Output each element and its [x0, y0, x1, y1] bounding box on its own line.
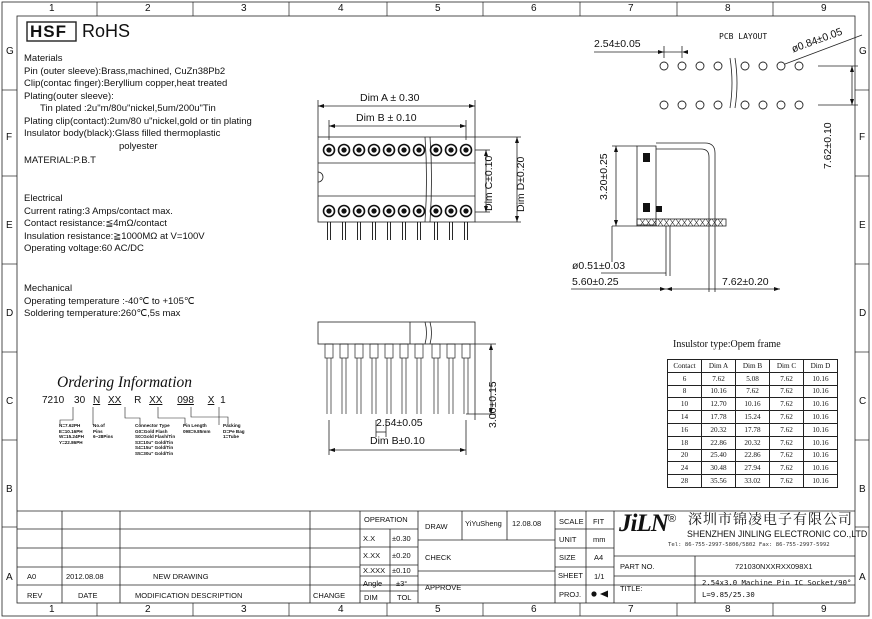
pcb-hole [741, 62, 749, 70]
ordering-title: Ordering Information [57, 374, 193, 391]
column-header: Dim A [702, 360, 736, 373]
table-cell: 35.56 [702, 475, 736, 488]
pin-sleeve [370, 344, 378, 358]
code-variant: 30 [74, 395, 86, 406]
table-cell: 10.16 [804, 462, 838, 475]
pcb-hole [696, 101, 704, 109]
code-r: R [134, 395, 142, 406]
table-cell: 15.24 [736, 411, 770, 424]
code-packing: X [207, 395, 215, 406]
pcb-hole [741, 101, 749, 109]
table-row [668, 385, 838, 398]
rohs-label: RoHS [82, 21, 131, 41]
grid-col-label: 3 [241, 3, 247, 14]
company-name-en: SHENZHEN JINLING ELECTRONIC CO.,LTD [687, 529, 868, 539]
pcb-row-label: 7.62±0.10 [822, 122, 834, 169]
materials-block [24, 53, 252, 168]
table-cell: 20.32 [736, 436, 770, 449]
table-cell: 10.16 [804, 385, 838, 398]
registered-icon: ® [668, 513, 677, 525]
table-cell: 18 [668, 436, 702, 449]
electrical-title: Electrical [24, 193, 63, 204]
tb-check: CHECK [425, 553, 452, 562]
tb-part-no: 721030NXXRXX098X1 [735, 562, 813, 571]
note-title: Connector Type [135, 423, 170, 428]
materials-line: Pin (outer sleeve):Brass,machined, CuZn38Pb2 [24, 65, 226, 77]
row-space-label: 7.62±0.20 [722, 276, 769, 288]
note-line: Pins [93, 428, 103, 434]
pin-diameter-label: ø0.51±0.03 [572, 260, 626, 272]
grid-row-label: G [6, 46, 14, 57]
rev-value: A0 [27, 572, 37, 581]
pin-socket-core [327, 209, 331, 213]
tb-draw-date: 12.08.08 [512, 519, 542, 528]
table-cell: 7.62 [770, 462, 804, 475]
tb-tol-key: X.X [363, 534, 376, 543]
grid-row-label: D [859, 308, 867, 319]
pin-socket-core [357, 148, 361, 152]
grid-row-label: G [859, 46, 867, 57]
table-cell: 20 [668, 449, 702, 462]
pcb-hole [660, 62, 668, 70]
table-cell: 10.16 [702, 385, 736, 398]
tb-drawer: YiYuSheng [465, 519, 502, 528]
tb-sheet-val: 1/1 [594, 572, 605, 581]
rev-description: NEW DRAWING [153, 572, 209, 581]
pcb-hole [714, 62, 722, 70]
footer-change: CHANGE [313, 591, 346, 600]
code-pin-length: 098 [177, 395, 194, 406]
hsf-logo: HSF [30, 22, 67, 41]
note-line: G0=Gold Flash [135, 428, 168, 434]
grid-col-label: 5 [435, 3, 441, 14]
grid-row-label: E [859, 220, 866, 231]
table-row [668, 449, 838, 462]
grid-row-label: B [6, 484, 13, 495]
footer-date: DATE [78, 591, 98, 600]
grid-col-label: 2 [145, 604, 151, 615]
pin-sleeve [447, 344, 455, 358]
height-label: 3.20±0.25 [598, 153, 610, 200]
note-line: W=15.24PH [59, 434, 84, 440]
table-cell: 17.78 [702, 411, 736, 424]
table-cell: 7.62 [770, 423, 804, 436]
grid-col-label: 3 [241, 604, 247, 615]
note-line: E=10.16PH [59, 428, 83, 434]
table-cell: 7.62 [770, 398, 804, 411]
note-title: Packing [223, 423, 241, 428]
note-line: S5=30u" Gold/Tin [135, 450, 174, 456]
table-cell: 22.86 [736, 449, 770, 462]
ordering-code [42, 395, 226, 406]
note-pins [93, 423, 113, 440]
table-cell: 10.16 [804, 372, 838, 385]
grid-row-label: C [859, 396, 867, 407]
table-cell: 30.48 [702, 462, 736, 475]
electrical-line: Operating voltage:60 AC/DC [24, 243, 144, 254]
tb-sheet: SHEET [558, 571, 584, 580]
pcb-pitch-label: 2.54±0.05 [594, 38, 641, 50]
note-line: S3=10u" Gold/Tin [135, 439, 174, 445]
tb-unit-val: mm [593, 535, 606, 544]
table-cell: 7.62 [770, 436, 804, 449]
pin-length-label: 3.00±0.15 [487, 381, 499, 428]
pin-socket-core [417, 209, 421, 213]
tb-title-label: TITLE: [620, 584, 643, 593]
table-cell: 10 [668, 398, 702, 411]
grid-col-label: 1 [49, 604, 55, 615]
pin-socket-core [449, 148, 453, 152]
company-logo: JiLN [619, 510, 668, 537]
tb-draw: DRAW [425, 522, 448, 531]
grid-col-label: 4 [338, 604, 344, 615]
note-line: S0=Gold Flash/Tin [135, 434, 176, 440]
pcb-hole-label: ø0.84±0.05 [790, 25, 844, 56]
pin-socket-core [402, 148, 406, 152]
pin-sleeve [355, 344, 363, 358]
table-cell: 7.62 [702, 372, 736, 385]
table-cell: 10.16 [804, 423, 838, 436]
grid-row-label: D [6, 308, 14, 319]
tb-tol-val: ±0.20 [392, 551, 411, 560]
dim-d-label: Dim D±0.20 [515, 156, 527, 212]
tb-part-no-label: PART NO. [620, 562, 655, 571]
tb-size: SIZE [559, 553, 576, 562]
insulator-table [667, 359, 838, 488]
table-cell: 24 [668, 462, 702, 475]
table-cell: 10.16 [804, 475, 838, 488]
pcb-hole [777, 101, 785, 109]
table-cell: 28 [668, 475, 702, 488]
note-line: 098=9.85mm [183, 428, 211, 434]
pin-socket-core [434, 209, 438, 213]
table-cell: 7.62 [770, 411, 804, 424]
pin-sleeve [415, 344, 423, 358]
pcb-layout-label: PCB LAYOUT [719, 32, 768, 41]
pin-socket-core [464, 148, 468, 152]
company-contact: Tel: 86-755-2997-5806/5802 Fax: 86-755-2997-5992 [668, 542, 830, 548]
tb-dim: DIM [364, 593, 378, 602]
table-cell: 14 [668, 411, 702, 424]
note-line: 1=Tube [223, 434, 239, 440]
mechanical-block [24, 283, 195, 321]
materials-line: Tin plated :2u"m/80u"nickel,5um/200u"Tin [40, 103, 216, 114]
pin-socket-core [327, 148, 331, 152]
table-cell: 7.62 [770, 475, 804, 488]
pin-socket-core [357, 209, 361, 213]
grid-col-label: 7 [628, 604, 634, 615]
grid-row-label: E [6, 220, 13, 231]
pin-socket-core [417, 148, 421, 152]
code-connector: XX [149, 395, 163, 406]
pin-socket-core [372, 148, 376, 152]
rev-date: 2012.08.08 [66, 572, 104, 581]
table-cell: 10.16 [736, 398, 770, 411]
code-series: 7210 [42, 395, 65, 406]
dim-c-label: Dim C±0.10 [483, 155, 495, 211]
note-title: Pin Length [183, 423, 207, 428]
tb-unit: UNIT [559, 535, 577, 544]
table-cell: 25.40 [702, 449, 736, 462]
grid-row-label: A [859, 572, 866, 583]
column-header: Dim C [770, 360, 804, 373]
table-header-row [668, 360, 838, 373]
company-name-cn: 深圳市锦凌电子有限公司 [688, 513, 853, 528]
table-cell: 12.70 [702, 398, 736, 411]
electrical-block [24, 193, 205, 256]
electrical-line: Contact resistance:≦4mΩ/contact [24, 218, 167, 229]
table-row [668, 372, 838, 385]
table-cell: 8 [668, 385, 702, 398]
footer-rev: REV [27, 591, 43, 600]
grid-col-label: 2 [145, 3, 151, 14]
pcb-hole [795, 62, 803, 70]
materials-line: polyester [119, 140, 158, 152]
table-body [668, 372, 838, 487]
materials-line: Clip(contac finger):Beryllium copper,heat treated [24, 78, 228, 89]
grid-col-label: 4 [338, 3, 344, 14]
grid-row-label: B [859, 484, 866, 495]
pitch-label: 2.54±0.05 [376, 417, 423, 429]
pcb-hole [795, 101, 803, 109]
tb-tol-val: ±0.10 [392, 566, 411, 575]
note-line: S4=15u" Gold/Tin [135, 445, 174, 451]
tb-title-line1: 2.54x3.0 Machine Pin IC Socket/90° [702, 578, 852, 587]
footer-modification: MODIFICATION DESCRIPTION [135, 591, 243, 600]
tb-tol-val: ±0.30 [392, 534, 411, 543]
code-row-space: N [92, 395, 101, 406]
pcb-hole [759, 62, 767, 70]
pcb-hole [714, 101, 722, 109]
table-cell: 10.16 [804, 449, 838, 462]
pin-socket-core [342, 209, 346, 213]
table-cell: 16 [668, 423, 702, 436]
material-line: MATERIAL:P.B.T [24, 155, 96, 166]
note-line: 6~28Pins [93, 434, 114, 440]
electrical-line: Insulation resistance:≧1000MΩ at V=100V [24, 230, 205, 242]
tb-operation: OPERATION [364, 515, 408, 524]
table-row [668, 436, 838, 449]
grid-col-label: 6 [531, 604, 537, 615]
note-row-space [59, 423, 84, 445]
column-header: Contact [668, 360, 702, 373]
table-cell: 7.62 [770, 449, 804, 462]
tb-tol-val: ±3° [396, 579, 408, 588]
pin-socket-core [387, 209, 391, 213]
grid-row-label: F [859, 132, 866, 143]
note-pin-length [183, 423, 210, 434]
table-cell: 17.78 [736, 423, 770, 436]
pcb-hole [777, 62, 785, 70]
table-cell: 7.62 [770, 385, 804, 398]
table-cell: 33.02 [736, 475, 770, 488]
pcb-hole [678, 101, 686, 109]
pin-socket-core [402, 209, 406, 213]
electrical-line: Current rating:3 Amps/contact max. [24, 205, 173, 217]
pin-socket-core [342, 148, 346, 152]
dim-b2-label: Dim B±0.10 [370, 435, 425, 447]
pin-sleeve [325, 344, 333, 358]
note-line: Y=22.86PH [59, 439, 83, 445]
dim-a-label: Dim A ± 0.30 [360, 92, 420, 104]
table-row [668, 475, 838, 488]
tb-tol: TOL [397, 593, 412, 602]
materials-line: Plating clip(contact):2um/80 u"nickel,gold or tin plating [24, 115, 252, 127]
grid-col-label: 9 [821, 3, 827, 14]
pin-sleeve [385, 344, 393, 358]
pin-socket-core [464, 209, 468, 213]
table-cell: 10.16 [804, 398, 838, 411]
table-row [668, 462, 838, 475]
table-row [668, 398, 838, 411]
code-suffix: 1 [220, 395, 226, 406]
grid-row-label: C [6, 396, 14, 407]
grid-col-label: 5 [435, 604, 441, 615]
tail-length-label: 5.60±0.25 [572, 276, 619, 288]
table-cell: 5.08 [736, 372, 770, 385]
pcb-hole [660, 101, 668, 109]
note-connector [135, 423, 175, 457]
column-header: Dim D [804, 360, 838, 373]
materials-title: Materials [24, 53, 63, 64]
insulator-title: Insulstor type:Opem frame [673, 339, 781, 350]
grid-row-label: F [6, 132, 13, 143]
grid-col-label: 8 [725, 604, 731, 615]
tb-tol-key: X.XX [363, 551, 381, 560]
pin-socket-core [387, 148, 391, 152]
mechanical-line: Operating temperature :-40℃ to +105℃ [24, 295, 195, 307]
table-row [668, 411, 838, 424]
table-cell: 10.16 [804, 436, 838, 449]
mechanical-line: Soldering temperature:260℃,5s max [24, 308, 181, 319]
table-cell: 27.94 [736, 462, 770, 475]
tb-proj: PROJ. [559, 590, 582, 599]
grid-col-label: 9 [821, 604, 827, 615]
tb-scale: SCALE [559, 517, 584, 526]
pin-socket-core [372, 209, 376, 213]
pin-sleeve [462, 344, 470, 358]
tb-tol-key: Angle [363, 579, 383, 588]
table-cell: 20.32 [702, 423, 736, 436]
grid-col-label: 6 [531, 3, 537, 14]
dim-b-label: Dim B ± 0.10 [356, 112, 417, 124]
tb-approve: APPROVE [425, 583, 462, 592]
grid-col-label: 7 [628, 3, 634, 14]
note-packing [223, 423, 245, 440]
note-title: No.of [93, 423, 105, 428]
grid-col-label: 1 [49, 3, 55, 14]
table-cell: 22.86 [702, 436, 736, 449]
note-line: D=Pe Bag [223, 428, 245, 434]
table-row [668, 423, 838, 436]
code-pins: XX [107, 395, 122, 406]
table-cell: 7.62 [736, 385, 770, 398]
pin-sleeve [340, 344, 348, 358]
pcb-hole [696, 62, 704, 70]
pin-sleeve [400, 344, 408, 358]
grid-col-label: 8 [725, 3, 731, 14]
tb-scale-val: FIT [593, 517, 605, 526]
pcb-hole [759, 101, 767, 109]
table-cell: 10.16 [804, 411, 838, 424]
materials-line: Insulator body(black):Glass filled thermoplastic [24, 128, 221, 139]
table-cell: 7.62 [770, 372, 804, 385]
tb-size-val: A4 [594, 553, 604, 562]
pin-sleeve [432, 344, 440, 358]
pcb-hole [678, 62, 686, 70]
pin-socket-core [434, 148, 438, 152]
table-cell: 6 [668, 372, 702, 385]
materials-line: Plating(outer sleeve): [24, 90, 114, 102]
tb-tol-key: X.XXX [363, 566, 386, 575]
pin-socket-core [449, 209, 453, 213]
tb-title-line2: L=9.85/25.30 [702, 590, 755, 599]
note-title: N=7.62PH [59, 423, 81, 428]
grid-row-label: A [6, 572, 13, 583]
mechanical-title: Mechanical [24, 283, 73, 294]
column-header: Dim B [736, 360, 770, 373]
